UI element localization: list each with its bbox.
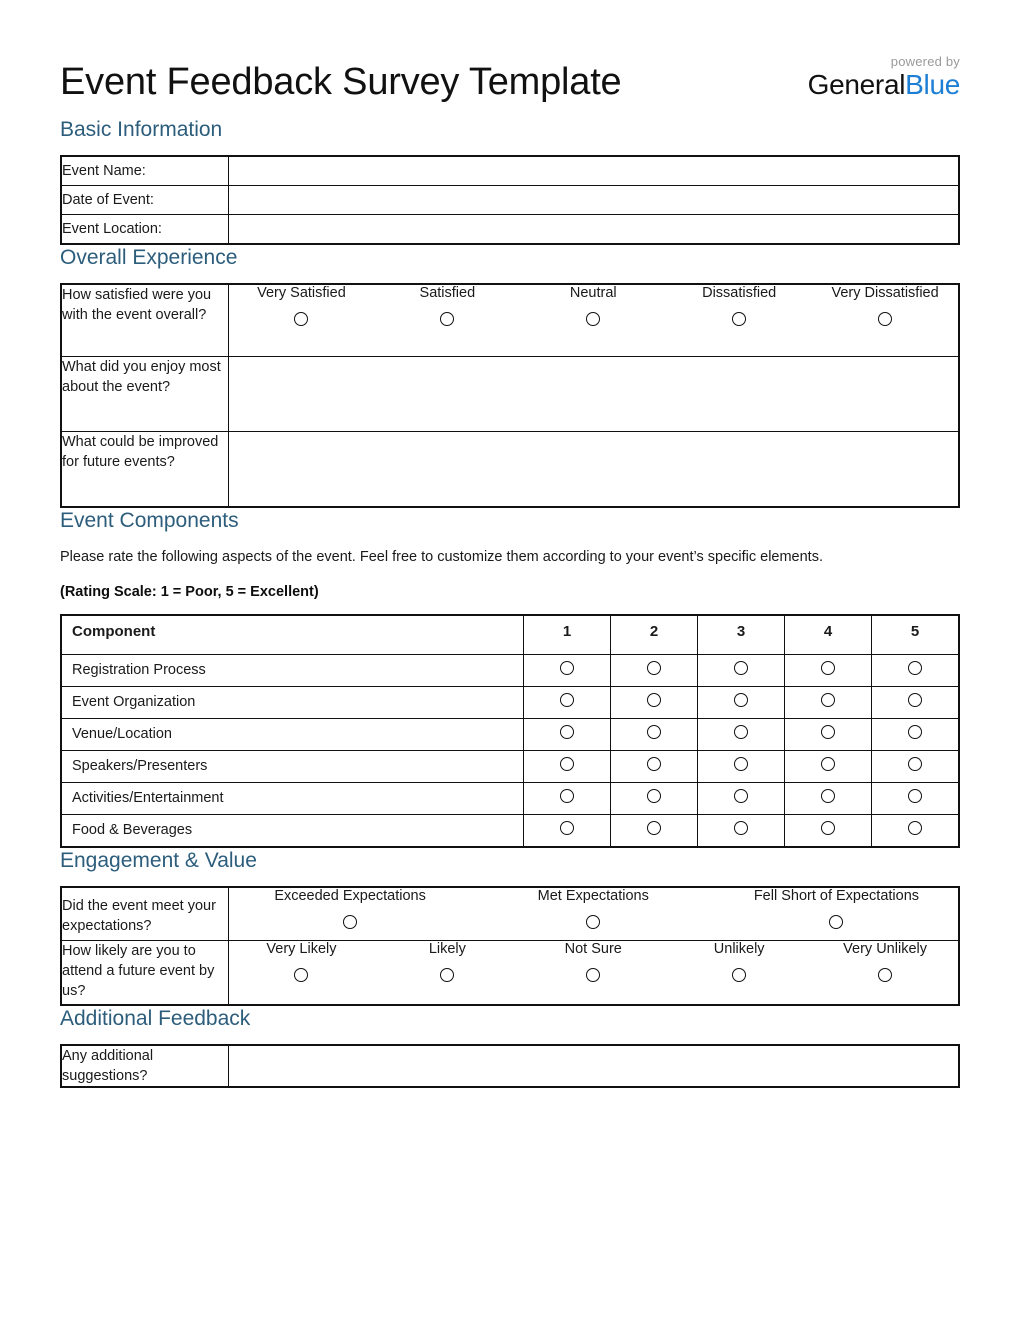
- radio-circle-icon: [878, 968, 892, 982]
- option-very-likely[interactable]: [229, 941, 375, 987]
- answer-input-improvements[interactable]: [228, 431, 959, 507]
- radio-circle-icon: [586, 968, 600, 982]
- section-title-basic-information: Basic Information: [60, 118, 223, 141]
- radio-circle-icon: [908, 693, 922, 707]
- column-header-rating-1: 1: [524, 615, 611, 655]
- question-label-additional-suggestions: Any additional suggestions?: [61, 1045, 228, 1087]
- table-row: [61, 284, 959, 356]
- rating-cell-4[interactable]: [785, 782, 872, 814]
- radio-circle-icon: [647, 661, 661, 675]
- rating-cell-1[interactable]: [524, 718, 611, 750]
- field-label-event-location: Event Location:: [61, 215, 228, 245]
- radio-circle-icon: [821, 821, 835, 835]
- rating-cell-4[interactable]: [785, 654, 872, 686]
- radio-circle-icon: [821, 789, 835, 803]
- option-label: Very Dissatisfied: [831, 285, 939, 301]
- radio-circle-icon: [586, 915, 600, 929]
- table-row: [61, 654, 959, 686]
- radio-circle-icon: [647, 693, 661, 707]
- option-label: Likely: [428, 941, 466, 957]
- rating-cell-5[interactable]: [872, 686, 960, 718]
- radio-button[interactable]: [715, 915, 958, 934]
- radio-circle-icon: [647, 725, 661, 739]
- rating-cell-4[interactable]: [785, 750, 872, 782]
- radio-circle-icon: [908, 757, 922, 771]
- radio-circle-icon: [734, 789, 748, 803]
- rating-cell-2[interactable]: [611, 654, 698, 686]
- radio-circle-icon: [908, 821, 922, 835]
- radio-button[interactable]: [812, 968, 958, 987]
- satisfaction-options-cell: [228, 284, 959, 356]
- field-label-date-of-event: Date of Event:: [61, 186, 228, 215]
- satisfaction-option-group: [229, 285, 959, 331]
- radio-circle-icon: [560, 725, 574, 739]
- option-label: Dissatisfied: [702, 285, 777, 301]
- radio-circle-icon: [908, 661, 922, 675]
- section-title-event-components: Event Components: [60, 508, 239, 532]
- rating-cell-3[interactable]: [698, 654, 785, 686]
- page-title: Event Feedback Survey Template: [60, 61, 622, 103]
- option-fell-short-of-expectations[interactable]: [715, 888, 958, 934]
- radio-button[interactable]: [374, 968, 520, 987]
- field-input-event-location[interactable]: [228, 215, 959, 245]
- radio-button[interactable]: [812, 312, 958, 331]
- rating-cell-5[interactable]: [872, 654, 960, 686]
- radio-circle-icon: [647, 821, 661, 835]
- table-row: [61, 215, 959, 245]
- table-row: [61, 686, 959, 718]
- option-unlikely[interactable]: [666, 941, 812, 987]
- likelihood-option-group: [229, 941, 959, 987]
- table-row: [61, 887, 959, 941]
- question-label-enjoyed-most: What did you enjoy most about the event?: [61, 356, 228, 431]
- radio-circle-icon: [294, 968, 308, 982]
- radio-circle-icon: [734, 725, 748, 739]
- radio-button[interactable]: [520, 968, 666, 987]
- option-very-dissatisfied[interactable]: [812, 285, 958, 331]
- rating-cell-3[interactable]: [698, 750, 785, 782]
- radio-circle-icon: [586, 312, 600, 326]
- option-label: Fell Short of Expectations: [753, 887, 920, 904]
- radio-circle-icon: [734, 821, 748, 835]
- question-label-satisfaction: How satisfied were you with the event overall?: [61, 284, 228, 356]
- expectations-options-cell: [228, 887, 959, 941]
- radio-button[interactable]: [374, 312, 520, 331]
- brand-name-general: General: [807, 69, 906, 100]
- section-title-overall-experience: Overall Experience: [60, 246, 238, 269]
- radio-button[interactable]: [520, 312, 666, 331]
- radio-circle-icon: [908, 789, 922, 803]
- rating-cell-4[interactable]: [785, 686, 872, 718]
- brand-wordmark: [808, 69, 960, 100]
- engagement-value-table: [60, 886, 960, 1006]
- rating-cell-2[interactable]: [611, 750, 698, 782]
- event-components-intro: Please rate the following aspects of the event. Feel free to customize them according to your event’s specific elements.: [60, 548, 823, 565]
- option-label: Very Satisfied: [257, 285, 346, 301]
- answer-input-enjoyed-most[interactable]: [228, 356, 959, 431]
- radio-circle-icon: [734, 661, 748, 675]
- component-name-activities-entertainment: Activities/Entertainment: [61, 782, 524, 814]
- table-row: [61, 814, 959, 847]
- generalblue-logo: [808, 55, 960, 99]
- brand-name-blue: Blue: [905, 69, 960, 100]
- radio-button[interactable]: [472, 915, 715, 934]
- event-components-rating-table: [60, 614, 960, 848]
- radio-circle-icon: [560, 757, 574, 771]
- radio-circle-icon: [878, 312, 892, 326]
- table-row: [61, 750, 959, 782]
- radio-circle-icon: [734, 757, 748, 771]
- radio-circle-icon: [821, 757, 835, 771]
- rating-cell-5[interactable]: [872, 718, 960, 750]
- option-exceeded-expectations[interactable]: [229, 888, 472, 934]
- question-label-improvements: What could be improved for future events?: [61, 431, 228, 507]
- radio-circle-icon: [343, 915, 357, 929]
- radio-circle-icon: [732, 312, 746, 326]
- field-input-date-of-event[interactable]: [228, 186, 959, 215]
- column-header-rating-5: 5: [872, 615, 960, 655]
- question-label-met-expectations: Did the event meet your expectations?: [61, 887, 228, 941]
- rating-cell-2[interactable]: [611, 814, 698, 847]
- powered-by-label: powered by: [890, 54, 960, 69]
- component-name-venue-location: Venue/Location: [61, 718, 524, 750]
- component-name-speakers-presenters: Speakers/Presenters: [61, 750, 524, 782]
- table-row: [61, 941, 959, 1005]
- radio-circle-icon: [560, 693, 574, 707]
- radio-circle-icon: [647, 757, 661, 771]
- radio-button[interactable]: [229, 312, 375, 331]
- radio-button[interactable]: [666, 968, 812, 987]
- radio-circle-icon: [732, 968, 746, 982]
- rating-cell-1[interactable]: [524, 654, 611, 686]
- component-name-registration-process: Registration Process: [61, 654, 524, 686]
- rating-cell-4[interactable]: [785, 718, 872, 750]
- option-likely[interactable]: [374, 941, 520, 987]
- section-title-engagement-value: Engagement & Value: [60, 848, 257, 872]
- basic-information-table: [60, 155, 960, 245]
- option-not-sure[interactable]: [520, 941, 666, 987]
- rating-cell-5[interactable]: [872, 750, 960, 782]
- expectations-option-group: [229, 888, 959, 934]
- radio-circle-icon: [560, 789, 574, 803]
- radio-circle-icon: [440, 312, 454, 326]
- radio-circle-icon: [647, 789, 661, 803]
- rating-cell-2[interactable]: [611, 686, 698, 718]
- rating-scale-note: (Rating Scale: 1 = Poor, 5 = Excellent): [60, 583, 319, 600]
- table-row: [61, 186, 959, 215]
- rating-cell-2[interactable]: [611, 718, 698, 750]
- field-label-event-name: Event Name:: [61, 156, 228, 186]
- rating-cell-1[interactable]: [524, 782, 611, 814]
- option-very-unlikely[interactable]: [812, 941, 958, 987]
- table-row: [61, 782, 959, 814]
- option-very-satisfied[interactable]: [229, 285, 375, 331]
- answer-input-additional-suggestions[interactable]: [228, 1045, 959, 1087]
- component-name-food-beverages: Food & Beverages: [61, 814, 524, 847]
- radio-button[interactable]: [229, 915, 472, 934]
- overall-experience-table: [60, 283, 960, 508]
- rating-cell-1[interactable]: [524, 686, 611, 718]
- radio-circle-icon: [294, 312, 308, 326]
- table-row: [61, 156, 959, 186]
- question-label-attend-future-event: How likely are you to attend a future event by us?: [61, 941, 228, 1005]
- option-label: Not Sure: [564, 941, 622, 957]
- radio-circle-icon: [440, 968, 454, 982]
- radio-circle-icon: [560, 661, 574, 675]
- component-name-event-organization: Event Organization: [61, 686, 524, 718]
- table-row: [61, 431, 959, 507]
- column-header-rating-2: 2: [611, 615, 698, 655]
- rating-cell-5[interactable]: [872, 814, 960, 847]
- additional-feedback-table: [60, 1044, 960, 1088]
- radio-circle-icon: [560, 821, 574, 835]
- table-row: [61, 718, 959, 750]
- radio-button[interactable]: [666, 312, 812, 331]
- option-label: Very Likely: [266, 941, 337, 957]
- option-label: Met Expectations: [537, 887, 649, 904]
- rating-cell-5[interactable]: [872, 782, 960, 814]
- option-satisfied[interactable]: [374, 285, 520, 331]
- option-label: Unlikely: [713, 941, 765, 957]
- rating-cell-1[interactable]: [524, 814, 611, 847]
- option-dissatisfied[interactable]: [666, 285, 812, 331]
- radio-circle-icon: [908, 725, 922, 739]
- table-row: [61, 356, 959, 431]
- rating-cell-2[interactable]: [611, 782, 698, 814]
- radio-button[interactable]: [229, 968, 375, 987]
- rating-cell-3[interactable]: [698, 814, 785, 847]
- table-row: [61, 1045, 959, 1087]
- document-header: [60, 55, 960, 117]
- radio-circle-icon: [734, 693, 748, 707]
- rating-cell-3[interactable]: [698, 686, 785, 718]
- field-input-event-name[interactable]: [228, 156, 959, 186]
- radio-circle-icon: [821, 661, 835, 675]
- column-header-component: Component: [61, 615, 524, 655]
- column-header-rating-3: 3: [698, 615, 785, 655]
- option-neutral[interactable]: [520, 285, 666, 331]
- option-label: Very Unlikely: [843, 941, 927, 957]
- rating-cell-3[interactable]: [698, 782, 785, 814]
- table-header-row: [61, 615, 959, 655]
- option-label: Neutral: [569, 285, 617, 301]
- option-label: Satisfied: [419, 285, 476, 301]
- rating-cell-4[interactable]: [785, 814, 872, 847]
- rating-cell-3[interactable]: [698, 718, 785, 750]
- likelihood-options-cell: [228, 941, 959, 1005]
- rating-cell-1[interactable]: [524, 750, 611, 782]
- option-label: Exceeded Expectations: [274, 887, 426, 904]
- radio-circle-icon: [829, 915, 843, 929]
- section-title-additional-feedback: Additional Feedback: [60, 1006, 251, 1030]
- column-header-rating-4: 4: [785, 615, 872, 655]
- radio-circle-icon: [821, 693, 835, 707]
- option-met-expectations[interactable]: [472, 888, 715, 934]
- radio-circle-icon: [821, 725, 835, 739]
